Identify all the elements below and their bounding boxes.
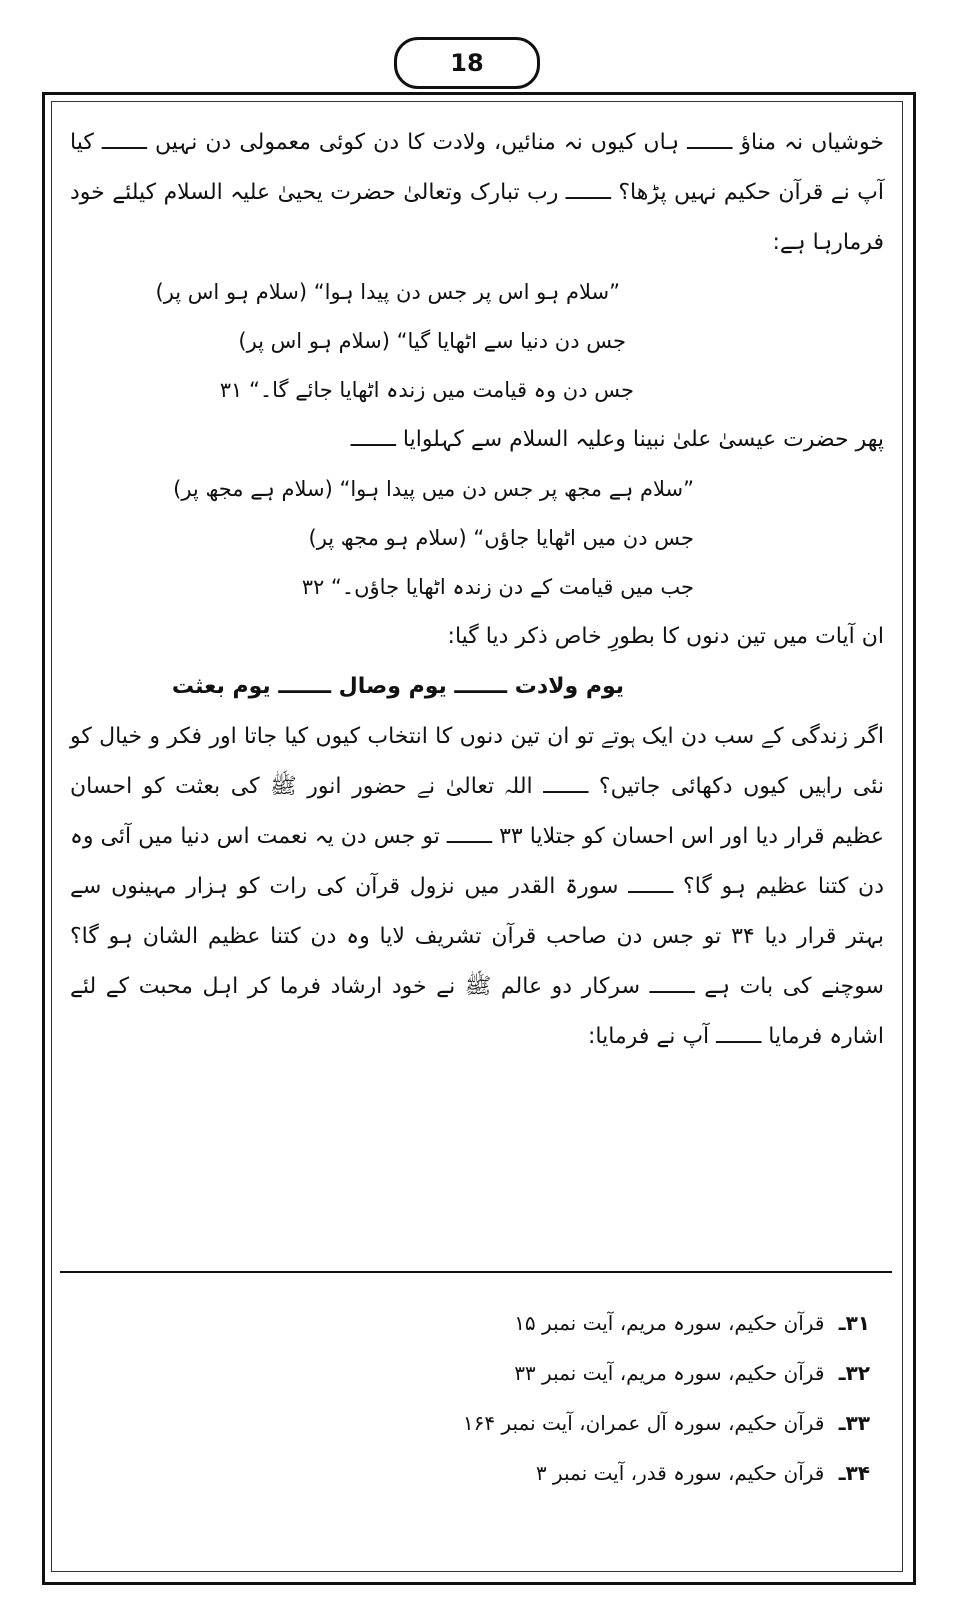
footnote-text: قرآن حکیم، سورہ قدر، آیت نمبر ۳ (535, 1461, 825, 1485)
footnote-text: قرآن حکیم، سورہ آل عمران، آیت نمبر ۱۶۴ (462, 1411, 825, 1435)
page-number: 18 (394, 37, 540, 89)
footnote-item (330, 1348, 870, 1398)
footnote-item (330, 1398, 870, 1448)
footnote-text: قرآن حکیم، سورہ مریم، آیت نمبر ۳۳ (514, 1361, 825, 1385)
verse-line: ”سلام ہو اس پر جس دن پیدا ہوا“ (سلام ہو اس پر) (155, 280, 620, 304)
intro-three-days: ان آیات میں تین دنوں کا بطورِ خاص ذکر دیا گیا: (447, 624, 884, 649)
footnote-separator (60, 1271, 892, 1273)
verse-yahya (70, 268, 884, 415)
paragraph-1: خوشیاں نہ مناؤ ـــــــ ہاں کیوں نہ منائیں، ولادت کا دن کوئی معمولی دن نہیں ـــــــ کیا آپ نے قرآن حکیم نہیں پڑھا؟ ـــــــ رب تبارک وتعالیٰ حضرت یحییٰ علیہ السلام کیلئے خود فرمارہا ہے: (70, 130, 884, 255)
footnote-text: قرآن حکیم، سورہ مریم، آیت نمبر ۱۵ (514, 1311, 825, 1335)
intro-isa: پھر حضرت عیسیٰ علیٰ نبینا وعلیہ السلام سے کہلوایا ـــــــ (350, 427, 884, 452)
footnote-number: ۳۱ـ (838, 1311, 870, 1335)
footnote-number: ۳۳ـ (838, 1411, 870, 1435)
verse-isa (70, 465, 884, 612)
footnote-number: ۳۲ـ (838, 1361, 870, 1385)
three-days-line: یوم ولادت ـــــــ یوم وصال ـــــــ یوم بعثت (171, 674, 624, 699)
footnote-number: ۳۴ـ (838, 1461, 870, 1485)
main-text (70, 118, 884, 1062)
verse-line: جب میں قیامت کے دن زندہ اٹھایا جاؤں۔“ ۳۲ (301, 575, 694, 599)
footnote-item (330, 1298, 870, 1348)
footnote-item (330, 1448, 870, 1498)
verse-line: ”سلام ہے مجھ پر جس دن میں پیدا ہوا“ (سلام ہے مجھ پر) (173, 477, 694, 501)
footnotes (330, 1298, 870, 1498)
verse-line: جس دن میں اٹھایا جاؤں“ (سلام ہو مجھ پر) (308, 526, 694, 550)
verse-line: جس دن دنیا سے اٹھایا گیا“ (سلام ہو اس پر) (238, 329, 626, 353)
verse-line: جس دن وہ قیامت میں زندہ اٹھایا جائے گا۔“ ۳۱ (219, 378, 634, 402)
paragraph-2: اگر زندگی کے سب دن ایک ہوتے تو ان تین دنوں کا انتخاب کیوں کیا جاتا اور فکر و خیال کو نئی راہیں کیوں دکھائی جاتیں؟ ـــــــ اللہ تعالیٰ نے حضور انور ﷺ کی بعثت کو احسان عظیم قرار دیا اور اس احسان کو جتلایا ۳۳ ـــــــ تو جس دن یہ نعمت اس دنیا میں آئی وہ دن کتنا عظیم ہو گا؟ ـــــــ سورۃ القدر میں نزول قرآن کی رات کو ہزار مہینوں سے بہتر قرار دیا ۳۴ تو جس دن صاحب قرآن تشریف لایا وہ دن کتنا عظیم الشان ہو گا؟ سوچنے کی بات ہے ـــــــ سرکار دو عالم ﷺ نے خود ارشاد فرما کر اہل محبت کے لئے اشارہ فرمایا ـــــــ آپ نے فرمایا: (70, 724, 884, 1049)
